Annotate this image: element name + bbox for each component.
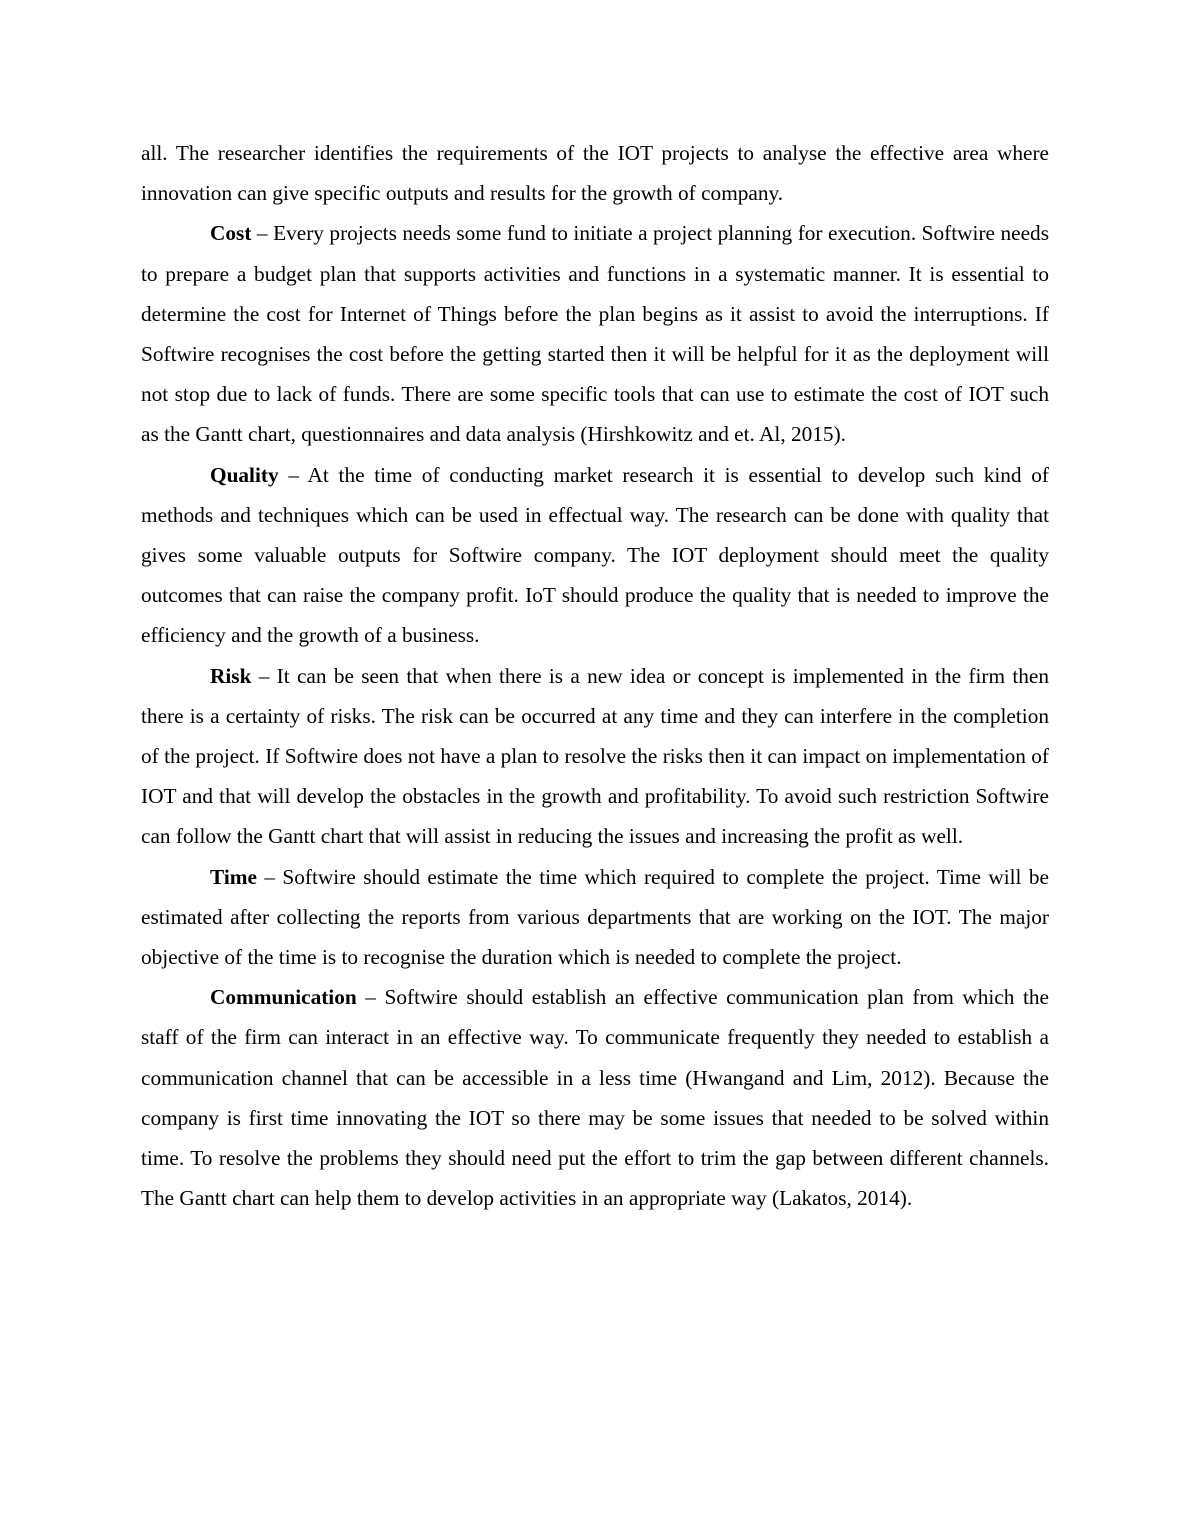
document-page	[141, 133, 1049, 1218]
paragraph-time	[141, 857, 1049, 978]
heading-time: Time	[210, 864, 257, 889]
heading-communication: Communication	[210, 985, 357, 1010]
heading-quality: Quality	[210, 462, 279, 487]
heading-cost: Cost	[210, 221, 252, 246]
intro-paragraph: all. The researcher identifies the requirements of the IOT projects to analyse the effective area where innovation can give specific outputs and results for the growth of company.	[141, 141, 1049, 206]
heading-risk: Risk	[210, 663, 252, 688]
paragraph-risk-text: – It can be seen that when there is a new idea or concept is implemented in the firm then there is a certainty of risks. The risk can be occurred at any time and they can interfere in the completion of the project. If Softwire does not have a plan to resolve the risks then it can impact on implementation of IOT and that will develop the obstacles in the growth and profitability. To avoid such restriction Softwire can follow the Gantt chart that will assist in reducing the issues and increasing the profit as well.	[141, 663, 1049, 849]
paragraph-communication-text: – Softwire should establish an effective communication plan from which the staff of the firm can interact in an effective way. To communicate frequently they needed to establish a communication channel that can be accessible in a less time (Hwangand and Lim, 2012). Because the company is first time innovating the IOT so there may be some issues that needed to be solved within time. To resolve the problems they should need put the effort to trim the gap between different channels. The Gantt chart can help them to develop activities in an appropriate way (Lakatos, 2014).	[141, 985, 1049, 1211]
paragraph-communication	[141, 977, 1049, 1218]
paragraph-quality	[141, 455, 1049, 656]
paragraph-quality-text: – At the time of conducting market research it is essential to develop such kind of methods and techniques which can be used in effectual way. The research can be done with quality that gives some valuable outputs for Softwire company. The IOT deployment should meet the quality outcomes that can raise the company profit. IoT should produce the quality that is needed to improve the efficiency and the growth of a business.	[141, 462, 1049, 648]
paragraph-cost	[141, 213, 1049, 454]
paragraph-risk	[141, 656, 1049, 857]
paragraph-cost-text: – Every projects needs some fund to initiate a project planning for execution. Softwire needs to prepare a budget plan that supports activities and functions in a systematic manner. It is essential to determine the cost for Internet of Things before the plan begins as it assist to avoid the interruptions. If Softwire recognises the cost before the getting started then it will be helpful for it as the deployment will not stop due to lack of funds. There are some specific tools that can use to estimate the cost of IOT such as the Gantt chart, questionnaires and data analysis (Hirshkowitz and et. Al, 2015).	[141, 221, 1049, 447]
paragraph-time-text: – Softwire should estimate the time which required to complete the project. Time will be estimated after collecting the reports from various departments that are working on the IOT. The major objective of the time is to recognise the duration which is needed to complete the project.	[141, 864, 1049, 970]
